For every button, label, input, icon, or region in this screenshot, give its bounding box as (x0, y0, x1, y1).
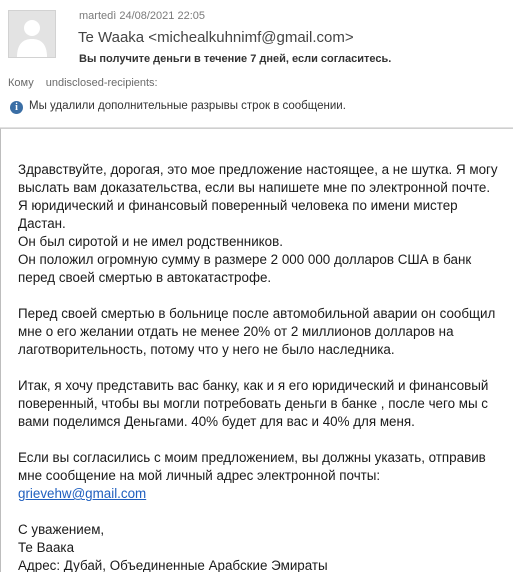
to-value[interactable]: undisclosed-recipients: (45, 77, 158, 89)
body-line: вами поделимся Деньгами. 40% будет для вас и 40% для меня. (18, 414, 415, 429)
body-line: Итак, я хочу представить вас банку, как и я его юридический и финансовый (18, 378, 489, 393)
sender-name[interactable]: Te Waaka <michealkuhnimf@gmail.com> (78, 29, 354, 46)
body-line: Я юридический и финансовый поверенный человека по имени мистер (18, 198, 458, 213)
body-line: Он положил огромную сумму в размере 2 000 000 долларов США в банк (18, 252, 472, 267)
blank-line (18, 503, 513, 521)
email-link[interactable]: grievehw@gmail.com (18, 486, 147, 501)
body-line: мне о его желании отдать не менее 20% от 2 миллионов долларов на (18, 324, 454, 339)
to-label: Кому (8, 77, 34, 89)
message-date: martedì 24/08/2021 22:05 (79, 10, 205, 22)
closing-line: С уважением, (18, 522, 105, 537)
closing-line: Те Ваака (18, 540, 75, 555)
info-bar-text: Мы удалили дополнительные разрывы строк в сообщении. (29, 100, 346, 112)
info-bar[interactable] (7, 98, 513, 117)
blank-line (18, 287, 513, 305)
body-line: поверенный, чтобы вы могли потребовать деньги в банке , после чего мы с (18, 396, 488, 411)
message-subject: Вы получите деньги в течение 7 дней, если согласитесь. (79, 53, 392, 65)
body-line: Здравствуйте, дорогая, это мое предложение настоящее, а не шутка. Я могу (18, 162, 498, 177)
body-line: мне сообщение на мой личный адрес электронной почты: (18, 468, 381, 483)
body-line: Дастан. (18, 216, 66, 231)
blank-line (18, 359, 513, 377)
message-body (0, 128, 513, 572)
body-line: Он был сиротой и не имел родственников. (18, 234, 283, 249)
body-line: Если вы согласились с моим предложением, вы должны указать, отправив (18, 450, 486, 465)
blank-line (18, 431, 513, 449)
sender-avatar (8, 10, 56, 58)
info-icon: i (10, 101, 23, 114)
recipients-row (8, 77, 158, 89)
message-body-text (18, 161, 513, 572)
person-silhouette-icon (9, 11, 55, 57)
body-line: перед своей смертью в автокатастрофе. (18, 270, 272, 285)
body-line: лаготворительность, потому что у него не было наследника. (18, 342, 395, 357)
body-line: выслать вам доказательства, если вы напишете мне по электронной почте. (18, 180, 491, 195)
email-link-line (18, 485, 513, 503)
body-line: Перед своей смертью в больнице после автомобильной аварии он сообщил (18, 306, 496, 321)
closing-line: Адрес: Дубай, Объединенные Арабские Эмираты (18, 558, 328, 572)
